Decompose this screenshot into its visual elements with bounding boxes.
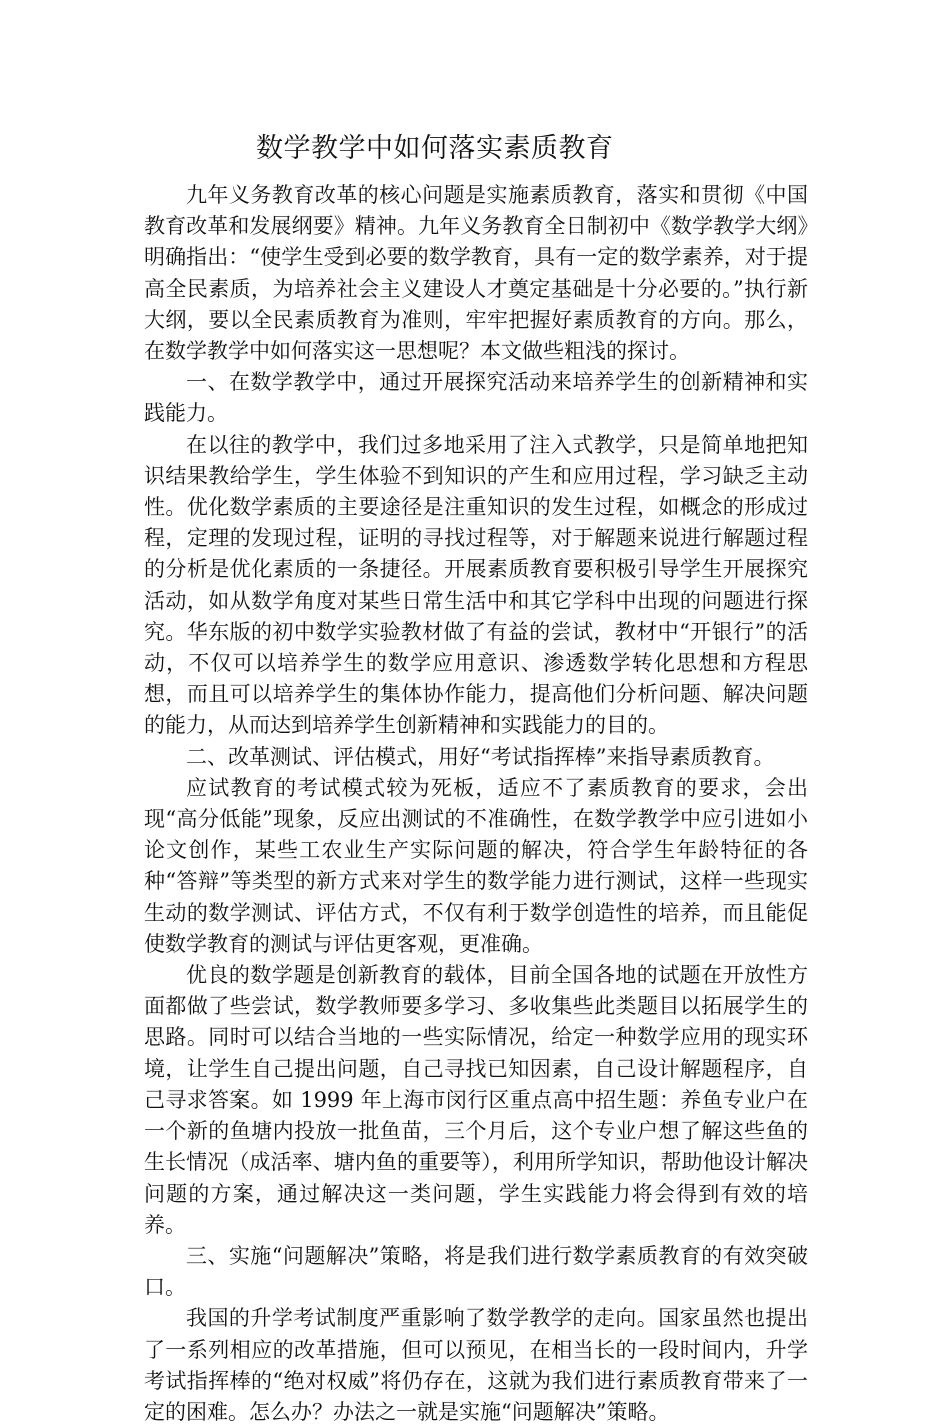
section-heading-2: 二、改革测试、评估模式，用好“考试指挥棒”来指导素质教育。 [186, 744, 775, 769]
section-heading-3: 三、实施“问题解决”策略，将是我们进行数学素质教育的有效突破口。 [144, 1243, 808, 1300]
paragraph-section-2b: 优良的数学题是创新教育的载体，目前全国各地的试题在开放性方面都做了些尝试，数学教师要多学习、多收集些此类题目以拓展学生的思路。同时可以结合当地的一些实际情况，给定一种数学应用的现实环境，让学生自己提出问题，自己寻找已知因素，自己设计解题程序，自己寻求答案。如 1999 年上海市闵行区重点高中招生题：养鱼专业户在一个新的鱼塘内投放一批鱼苗，三个月后，这个专业户想了解这些鱼的生长情况（成活率、塘内鱼的重要等），利用所学知识，帮助他设计解决问题的方案，通过解决这一类问题，学生实践能力将会得到有效的培养。 [144, 963, 808, 1237]
paragraph-intro: 九年义务教育改革的核心问题是实施素质教育，落实和贯彻《中国教育改革和发展纲要》精神。九年义务教育全日制初中《数学教学大纲》明确指出：“使学生受到必要的数学教育，具有一定的数学素养，对于提高全民素质，为培养社会主义建设人才奠定基础是十分必要的。”执行新大纲，要以全民素质教育为准则，牢牢把握好素质教育的方向。那么，在数学教学中如何落实这一思想呢？本文做些粗浅的探讨。 [144, 183, 808, 364]
paragraph-section-1: 在以往的教学中，我们过多地采用了注入式教学，只是简单地把知识结果教给学生，学生体验不到知识的产生和应用过程，学习缺乏主动性。优化数学素质的主要途径是注重知识的发生过程，如概念的形成过程，定理的发现过程，证明的寻找过程等，对于解题来说进行解题过程的分析是优化素质的一条捷径。开展素质教育要积极引导学生开展探究活动，如从数学角度对某些日常生活中和其它学科中出现的问题进行探究。华东版的初中数学实验教材做了有益的尝试，教材中“开银行”的活动，不仅可以培养学生的数学应用意识、渗透数学转化思想和方程思想，而且可以培养学生的集体协作能力，提高他们分析问题、解决问题的能力，从而达到培养学生创新精神和实践能力的目的。 [144, 432, 808, 738]
paragraph-section-3: 我国的升学考试制度严重影响了数学教学的走向。国家虽然也提出了一系列相应的改革措施，但可以预见，在相当长的一段时间内，升学考试指挥棒的“绝对权威”将仍存在，这就为我们进行素质教育带来了一定的困难。怎么办？办法之一就是实施“问题解决”策略。 [144, 1306, 808, 1424]
paragraph-section-2a: 应试教育的考试模式较为死板，适应不了素质教育的要求，会出现“高分低能”现象，反应出测试的不准确性，在数学教学中应引进如小论文创作，某些工农业生产实际问题的解决，符合学生年龄特征的各种“答辩”等类型的新方式来对学生的数学能力进行测试，这样一些现实生动的数学测试、评估方式，不仅有利于数学创造性的培养，而且能促使数学教育的测试与评估更客观，更准确。 [144, 775, 808, 956]
document-page [144, 130, 808, 1428]
section-heading-1: 一、在数学教学中，通过开展探究活动来培养学生的创新精神和实践能力。 [144, 370, 808, 426]
document-title: 数学教学中如何落实素质教育 [256, 133, 614, 164]
